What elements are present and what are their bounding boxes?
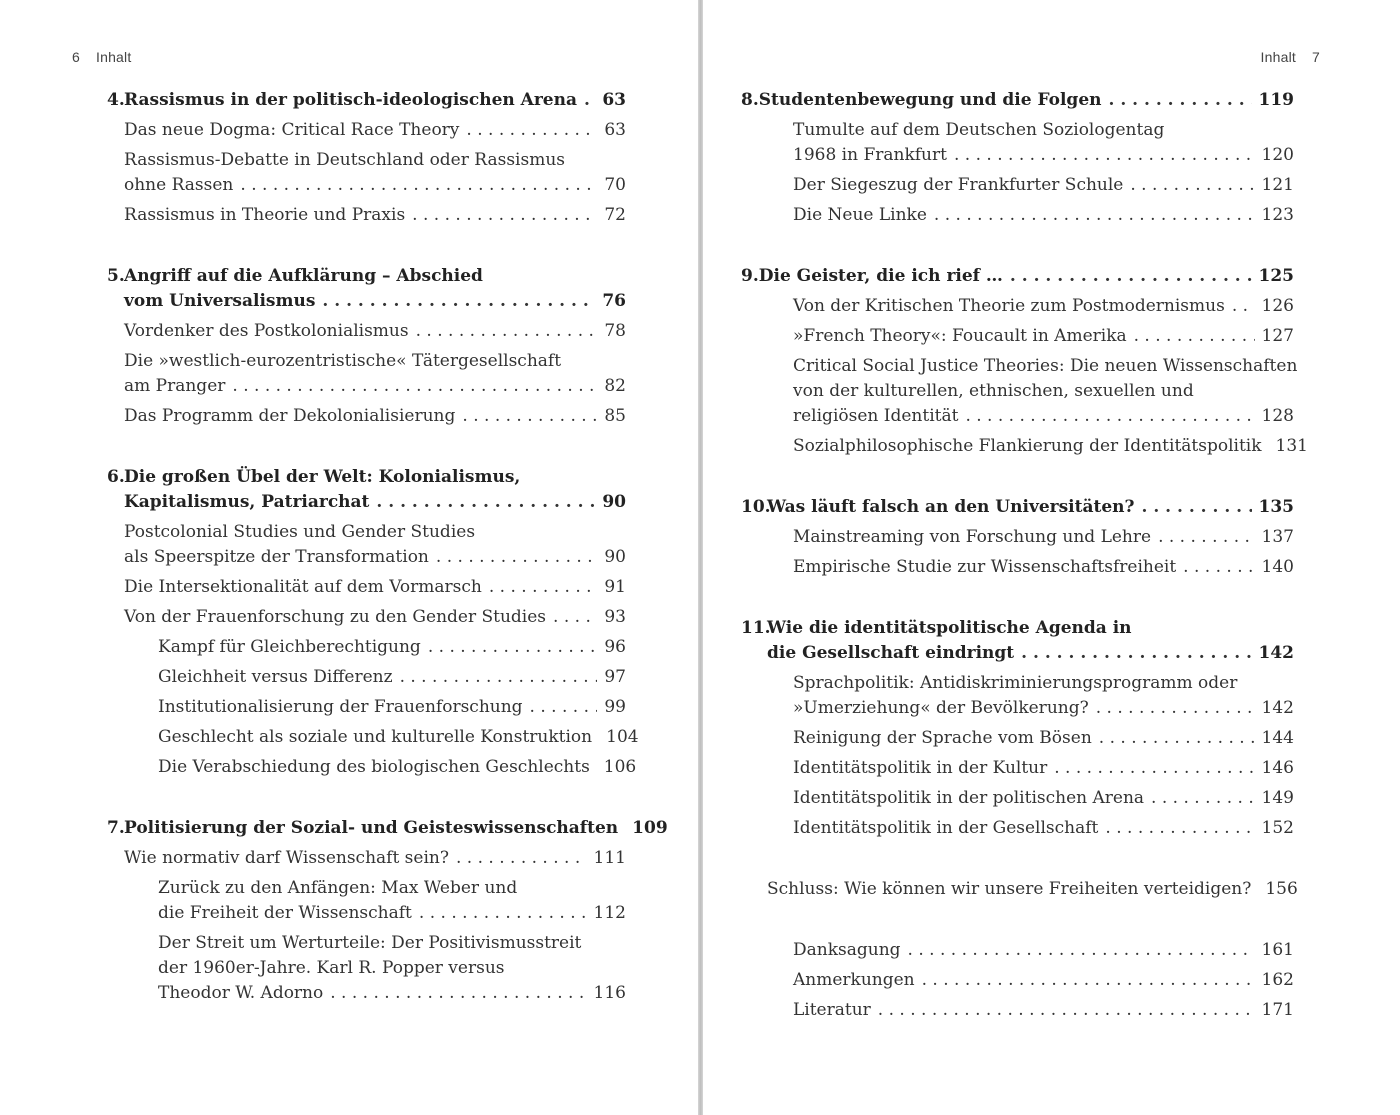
toc-page-number: 125 bbox=[1258, 266, 1294, 286]
dot-leader bbox=[934, 203, 1255, 228]
toc-page-number: 78 bbox=[604, 321, 626, 341]
dot-leader bbox=[1054, 756, 1254, 781]
chapter-number: 9. bbox=[741, 266, 759, 286]
toc-entry-line bbox=[124, 319, 626, 344]
dot-leader bbox=[489, 575, 597, 600]
page-number-right: 7 bbox=[1312, 49, 1320, 65]
toc-entry[interactable] bbox=[767, 786, 1294, 811]
toc-entry-title: Das neue Dogma: Critical Race Theory bbox=[124, 120, 460, 140]
toc-entry-title: Literatur bbox=[793, 1000, 871, 1020]
toc-entry[interactable] bbox=[767, 671, 1294, 721]
toc-entry-title: Anmerkungen bbox=[793, 970, 915, 990]
toc-entry-line bbox=[158, 755, 637, 780]
toc-entry[interactable] bbox=[107, 319, 626, 344]
toc-entry-line bbox=[107, 816, 668, 841]
toc-page-number: 76 bbox=[602, 291, 626, 311]
toc-entry-title: Studentenbewegung und die Folgen bbox=[758, 90, 1102, 110]
toc-entry[interactable] bbox=[107, 118, 626, 143]
toc-entry-line bbox=[767, 877, 1298, 902]
toc-entry-line bbox=[793, 294, 1294, 319]
toc-entry-title: Die Intersektionalität auf dem Vormarsch bbox=[124, 577, 482, 597]
toc-entry-line bbox=[107, 264, 626, 289]
toc-entry[interactable] bbox=[107, 148, 626, 198]
toc-page-number: 104 bbox=[606, 727, 639, 747]
toc-entry-line bbox=[793, 726, 1294, 751]
toc-entry-line bbox=[158, 695, 626, 720]
toc-entry-title: Die Verabschiedung des biologischen Geschlechts bbox=[158, 757, 590, 777]
toc-entry-line bbox=[124, 173, 626, 198]
toc-entry-line bbox=[793, 671, 1294, 696]
toc-entry-title: Die großen Übel der Welt: Kolonialismus, bbox=[124, 467, 521, 487]
toc-entry-title: Rassismus in Theorie und Praxis bbox=[124, 205, 406, 225]
dot-leader bbox=[240, 173, 597, 198]
toc-entry-line bbox=[793, 434, 1308, 459]
toc-entry[interactable] bbox=[767, 726, 1294, 751]
toc-entry[interactable] bbox=[767, 294, 1294, 319]
toc-entry-title: Empirische Studie zur Wissenschaftsfreiheit bbox=[793, 557, 1177, 577]
toc-entry-line bbox=[124, 349, 626, 374]
toc-entry-line bbox=[793, 203, 1294, 228]
toc-entry-line bbox=[793, 696, 1294, 721]
toc-entry[interactable] bbox=[767, 877, 1298, 902]
toc-chapter-entry[interactable] bbox=[741, 495, 1294, 520]
toc-entry-line bbox=[107, 289, 626, 314]
toc-entry-line bbox=[124, 545, 626, 570]
toc-entry-title: Die Geister, die ich rief … bbox=[758, 266, 1003, 286]
toc-page-number: 144 bbox=[1261, 728, 1294, 748]
toc-entry-line bbox=[158, 931, 626, 956]
toc-entry-title: Rassismus in der politisch-ideologischen Arena bbox=[124, 90, 577, 110]
toc-entry[interactable] bbox=[767, 968, 1294, 993]
dot-leader bbox=[1109, 88, 1252, 113]
dot-leader bbox=[908, 938, 1255, 963]
dot-leader bbox=[1151, 786, 1255, 811]
toc-page-number: 93 bbox=[604, 607, 626, 627]
toc-entry-title: Gleichheit versus Differenz bbox=[158, 667, 393, 687]
toc-entry-title: Vordenker des Postkolonialismus bbox=[124, 321, 409, 341]
toc-page-number: 90 bbox=[602, 492, 626, 512]
toc-entry-line bbox=[793, 786, 1294, 811]
toc-entry-title: der 1960er-Jahre. Karl R. Popper versus bbox=[158, 958, 505, 978]
toc-page-number: 126 bbox=[1261, 296, 1294, 316]
chapter-number: 8. bbox=[741, 90, 759, 110]
toc-chapter-entry[interactable] bbox=[107, 264, 626, 314]
toc-entry[interactable] bbox=[767, 816, 1294, 841]
toc-entry-line bbox=[793, 118, 1294, 143]
toc-entry-line bbox=[793, 354, 1298, 379]
toc-entry-title: Zurück zu den Anfängen: Max Weber und bbox=[158, 878, 518, 898]
dot-leader bbox=[1183, 555, 1254, 580]
chapter-number: 6. bbox=[107, 467, 125, 487]
dot-leader bbox=[330, 981, 586, 1006]
toc-entry-line bbox=[124, 374, 626, 399]
toc-page-number: 171 bbox=[1261, 1000, 1294, 1020]
toc-page-number: 85 bbox=[604, 406, 626, 426]
toc-entry[interactable] bbox=[107, 695, 626, 720]
toc-entry-title: ohne Rassen bbox=[124, 175, 234, 195]
toc-entry-title: Wie die identitätspolitische Agenda in bbox=[767, 618, 1132, 638]
toc-entry[interactable] bbox=[767, 555, 1294, 580]
chapter-number: 5. bbox=[107, 266, 125, 286]
dot-leader bbox=[1021, 641, 1251, 666]
toc-entry-line bbox=[124, 520, 626, 545]
toc-entry[interactable] bbox=[767, 525, 1294, 550]
dot-leader bbox=[428, 635, 598, 660]
toc-entry-title: am Pranger bbox=[124, 376, 226, 396]
toc-entry-title: Danksagung bbox=[793, 940, 901, 960]
toc-entry[interactable] bbox=[107, 725, 639, 750]
dot-leader bbox=[878, 998, 1255, 1023]
toc-entry-line bbox=[793, 143, 1294, 168]
dot-leader bbox=[416, 319, 598, 344]
running-head-left bbox=[72, 49, 131, 65]
toc-entry-title: die Gesellschaft eindringt bbox=[767, 643, 1015, 663]
toc-entry[interactable] bbox=[767, 938, 1294, 963]
dot-leader bbox=[954, 143, 1255, 168]
toc-entry-title: Geschlecht als soziale und kulturelle Konstruktion bbox=[158, 727, 593, 747]
toc-page-number: 152 bbox=[1261, 818, 1294, 838]
dot-leader bbox=[466, 118, 597, 143]
table-of-contents-left bbox=[107, 88, 668, 1006]
toc-page-number: 63 bbox=[604, 120, 626, 140]
toc-entry[interactable] bbox=[767, 434, 1308, 459]
page-number-left: 6 bbox=[72, 49, 80, 65]
toc-page-number: 131 bbox=[1275, 436, 1308, 456]
toc-entry-title: Angriff auf die Aufklärung – Abschied bbox=[124, 266, 483, 286]
dot-leader bbox=[584, 88, 595, 113]
dot-leader bbox=[1134, 324, 1255, 349]
toc-entry-title: Mainstreaming von Forschung und Lehre bbox=[793, 527, 1152, 547]
dot-leader bbox=[922, 968, 1255, 993]
toc-entry[interactable] bbox=[107, 203, 626, 228]
toc-page-number: 121 bbox=[1261, 175, 1294, 195]
toc-entry[interactable] bbox=[107, 520, 626, 570]
toc-entry-title: Tumulte auf dem Deutschen Soziologentag bbox=[793, 120, 1165, 140]
toc-entry-line bbox=[158, 901, 626, 926]
dot-leader bbox=[456, 846, 587, 871]
toc-entry[interactable] bbox=[107, 605, 626, 630]
toc-entry-line bbox=[793, 324, 1294, 349]
toc-entry-title: Identitätspolitik in der Kultur bbox=[793, 758, 1048, 778]
toc-entry-title: die Freiheit der Wissenschaft bbox=[158, 903, 412, 923]
dot-leader bbox=[322, 289, 595, 314]
dot-leader bbox=[965, 404, 1254, 429]
toc-entry-line bbox=[158, 665, 626, 690]
toc-entry-line bbox=[124, 605, 626, 630]
toc-entry-title: 1968 in Frankfurt bbox=[793, 145, 947, 165]
toc-entry[interactable] bbox=[107, 404, 626, 429]
toc-entry-title: »Umerziehung« der Bevölkerung? bbox=[793, 698, 1089, 718]
chapter-number: 10. bbox=[741, 497, 771, 517]
toc-entry-title: Identitätspolitik in der politischen Arena bbox=[793, 788, 1145, 808]
toc-entry-title: vom Universalismus bbox=[124, 291, 316, 311]
toc-entry-line bbox=[158, 635, 626, 660]
toc-entry-title: Postcolonial Studies und Gender Studies bbox=[124, 522, 476, 542]
toc-entry-line bbox=[741, 88, 1294, 113]
toc-page-number: 111 bbox=[593, 848, 626, 868]
toc-entry-line bbox=[158, 876, 626, 901]
toc-page-number: 142 bbox=[1258, 643, 1294, 663]
toc-entry-title: Kapitalismus, Patriarchat bbox=[124, 492, 370, 512]
chapter-number: 7. bbox=[107, 818, 125, 838]
toc-entry-line bbox=[124, 404, 626, 429]
dot-leader bbox=[1096, 696, 1255, 721]
toc-entry-line bbox=[793, 816, 1294, 841]
toc-chapter-entry[interactable] bbox=[741, 616, 1294, 666]
toc-entry[interactable] bbox=[767, 998, 1294, 1023]
toc-entry[interactable] bbox=[107, 635, 626, 660]
toc-chapter-entry[interactable] bbox=[741, 264, 1294, 289]
running-head-title-left: Inhalt bbox=[96, 49, 132, 65]
toc-entry-title: Die Neue Linke bbox=[793, 205, 927, 225]
toc-entry-title: Identitätspolitik in der Gesellschaft bbox=[793, 818, 1099, 838]
toc-page-number: 162 bbox=[1261, 970, 1294, 990]
dot-leader bbox=[462, 404, 597, 429]
toc-entry[interactable] bbox=[767, 118, 1294, 168]
dot-leader bbox=[419, 901, 587, 926]
toc-page-number: 120 bbox=[1261, 145, 1294, 165]
toc-entry-title: Von der Frauenforschung zu den Gender Studies bbox=[124, 607, 547, 627]
toc-entry-title: Der Siegeszug der Frankfurter Schule bbox=[793, 175, 1124, 195]
toc-page-number: 123 bbox=[1261, 205, 1294, 225]
toc-page-number: 97 bbox=[604, 667, 626, 687]
toc-entry[interactable] bbox=[767, 756, 1294, 781]
toc-page-number: 146 bbox=[1261, 758, 1294, 778]
toc-entry-title: Politisierung der Sozial- und Geisteswissenschaften bbox=[124, 818, 619, 838]
toc-page-number: 82 bbox=[604, 376, 626, 396]
toc-entry[interactable] bbox=[767, 354, 1298, 429]
dot-leader bbox=[1141, 495, 1251, 520]
toc-entry-title: von der kulturellen, ethnischen, sexuellen und bbox=[793, 381, 1194, 401]
toc-entry[interactable] bbox=[107, 349, 626, 399]
toc-entry[interactable] bbox=[767, 173, 1294, 198]
toc-page-number: 156 bbox=[1265, 879, 1298, 899]
chapter-number: 4. bbox=[107, 90, 125, 110]
toc-entry-line bbox=[158, 981, 626, 1006]
toc-entry-line bbox=[107, 490, 626, 515]
toc-entry[interactable] bbox=[107, 876, 626, 926]
toc-entry-title: Wie normativ darf Wissenschaft sein? bbox=[124, 848, 449, 868]
toc-page-number: 63 bbox=[602, 90, 626, 110]
toc-page-number: 112 bbox=[593, 903, 626, 923]
chapter-number: 11. bbox=[741, 618, 771, 638]
toc-page-number: 96 bbox=[604, 637, 626, 657]
toc-chapter-entry[interactable] bbox=[107, 816, 668, 841]
toc-entry[interactable] bbox=[107, 575, 626, 600]
toc-page-number: 90 bbox=[604, 547, 626, 567]
toc-entry-line bbox=[793, 968, 1294, 993]
toc-entry-line bbox=[158, 725, 639, 750]
toc-entry-title: Theodor W. Adorno bbox=[158, 983, 324, 1003]
toc-entry[interactable] bbox=[767, 324, 1294, 349]
toc-entry[interactable] bbox=[767, 203, 1294, 228]
toc-entry-line bbox=[793, 555, 1294, 580]
toc-chapter-entry[interactable] bbox=[107, 88, 626, 113]
dot-leader bbox=[1232, 294, 1255, 319]
toc-entry-title: Sprachpolitik: Antidiskriminierungsprogramm oder bbox=[793, 673, 1238, 693]
dot-leader bbox=[232, 374, 597, 399]
toc-entry-title: Der Streit um Werturteile: Der Positivismusstreit bbox=[158, 933, 582, 953]
dot-leader bbox=[1105, 816, 1254, 841]
toc-entry-line bbox=[124, 846, 626, 871]
left-page bbox=[0, 0, 698, 1115]
toc-page-number: 91 bbox=[604, 577, 626, 597]
toc-entry[interactable] bbox=[107, 665, 626, 690]
toc-page-number: 127 bbox=[1261, 326, 1294, 346]
toc-entry-title: Rassismus-Debatte in Deutschland oder Rassismus bbox=[124, 150, 566, 170]
toc-page-number: 149 bbox=[1261, 788, 1294, 808]
running-head-right bbox=[1261, 49, 1320, 65]
dot-leader bbox=[1158, 525, 1254, 550]
toc-entry[interactable] bbox=[107, 931, 626, 1006]
toc-entry-title: als Speerspitze der Transformation bbox=[124, 547, 429, 567]
toc-entry-title: Sozialphilosophische Flankierung der Identitätspolitik bbox=[793, 436, 1262, 456]
toc-entry-line bbox=[793, 938, 1294, 963]
toc-entry-title: Was läuft falsch an den Universitäten? bbox=[767, 497, 1135, 517]
toc-entry-title: religiösen Identität bbox=[793, 406, 959, 426]
toc-entry-line bbox=[793, 404, 1294, 429]
dot-leader bbox=[1130, 173, 1254, 198]
toc-entry-line bbox=[767, 641, 1294, 666]
toc-entry-title: Critical Social Justice Theories: Die neuen Wissenschaften bbox=[793, 356, 1298, 376]
toc-page-number: 142 bbox=[1261, 698, 1294, 718]
toc-entry-line bbox=[741, 495, 1294, 520]
toc-page-number: 72 bbox=[604, 205, 626, 225]
dot-leader bbox=[530, 695, 598, 720]
toc-chapter-entry[interactable] bbox=[741, 88, 1294, 113]
toc-entry[interactable] bbox=[107, 755, 637, 780]
toc-page-number: 99 bbox=[604, 697, 626, 717]
toc-entry-line bbox=[124, 203, 626, 228]
dot-leader bbox=[553, 605, 597, 630]
toc-page-number: 128 bbox=[1261, 406, 1294, 426]
toc-page-number: 116 bbox=[593, 983, 626, 1003]
toc-entry-line bbox=[124, 148, 626, 173]
toc-entry-line bbox=[793, 525, 1294, 550]
toc-page-number: 161 bbox=[1261, 940, 1294, 960]
toc-entry-line bbox=[793, 998, 1294, 1023]
toc-entry-line bbox=[158, 956, 626, 981]
dot-leader bbox=[412, 203, 597, 228]
toc-entry-title: Von der Kritischen Theorie zum Postmodernismus bbox=[793, 296, 1225, 316]
toc-entry-title: Schluss: Wie können wir unsere Freiheiten verteidigen? bbox=[767, 879, 1252, 899]
toc-page-number: 119 bbox=[1258, 90, 1294, 110]
toc-entry-line bbox=[124, 575, 626, 600]
toc-entry-title: Reinigung der Sprache vom Bösen bbox=[793, 728, 1092, 748]
toc-entry-title: »French Theory«: Foucault in Amerika bbox=[793, 326, 1127, 346]
dot-leader bbox=[1099, 726, 1255, 751]
dot-leader bbox=[400, 665, 598, 690]
toc-entry[interactable] bbox=[107, 846, 626, 871]
running-head-title-right: Inhalt bbox=[1260, 49, 1296, 65]
dot-leader bbox=[376, 490, 595, 515]
toc-entry-line bbox=[793, 173, 1294, 198]
toc-entry-title: Die »westlich-eurozentristische« Tätergesellschaft bbox=[124, 351, 562, 371]
toc-page-number: 106 bbox=[603, 757, 637, 777]
toc-entry-line bbox=[741, 616, 1294, 641]
toc-entry-line bbox=[793, 379, 1294, 404]
toc-entry-title: Institutionalisierung der Frauenforschung bbox=[158, 697, 523, 717]
toc-entry-line bbox=[107, 465, 626, 490]
toc-entry-line bbox=[107, 88, 626, 113]
toc-page-number: 135 bbox=[1258, 497, 1294, 517]
table-of-contents-right bbox=[741, 88, 1308, 1023]
toc-page-number: 140 bbox=[1261, 557, 1294, 577]
toc-page-number: 70 bbox=[604, 175, 626, 195]
toc-page-number: 109 bbox=[632, 818, 668, 838]
toc-entry-line bbox=[741, 264, 1294, 289]
toc-entry-title: Das Programm der Dekolonialisierung bbox=[124, 406, 456, 426]
toc-entry-title: Kampf für Gleichberechtigung bbox=[158, 637, 421, 657]
toc-entry-line bbox=[793, 756, 1294, 781]
right-page bbox=[703, 0, 1400, 1115]
toc-entry-line bbox=[124, 118, 626, 143]
dot-leader bbox=[436, 545, 597, 570]
toc-page-number: 137 bbox=[1261, 527, 1294, 547]
toc-chapter-entry[interactable] bbox=[107, 465, 626, 515]
dot-leader bbox=[1010, 264, 1252, 289]
